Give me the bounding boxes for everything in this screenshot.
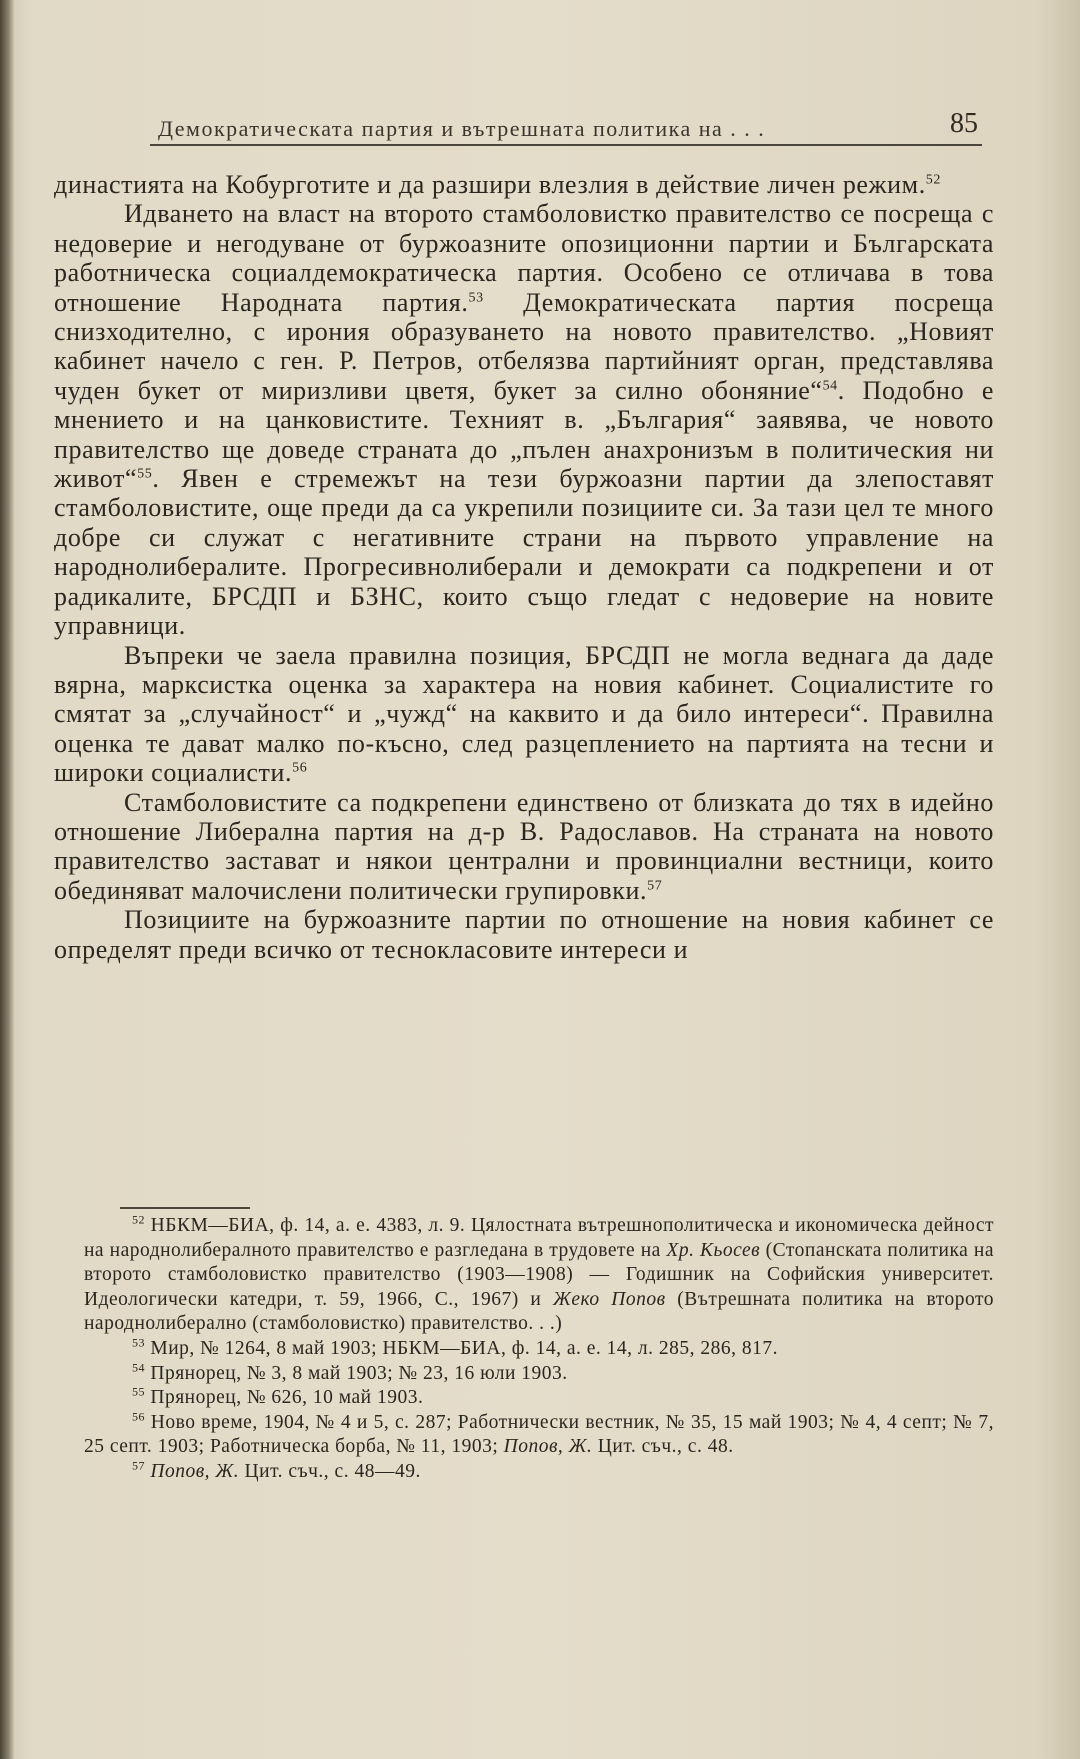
main-text bbox=[54, 170, 994, 964]
paragraph: Идването на власт на второто стамболовистко правителство се посреща с недоверие и негодуване от буржоазните опозиционни партии и Българската работническа социалдемократическа партия. Особено се отличава в това отношение Народната партия.$^{53}$ Демократическата партия посреща снизходително, с ирония образуването на новото правителство. „Новият кабинет начело с ген. Р. Петров, отбелязва партийният орган, представлява чуден букет от миризливи цветя, букет за силно обоняние“$^{54}$. Подобно е мнението и на цанковистите. Техният в. „България“ заявява, че новото правителство ще доведе страната до „пълен анахронизъм в политическия ни живот“$^{55}$. Явен е стремежът на тези буржоазни партии да злепоставят стамболовистите, още преди да са укрепили позициите си. За тази цел те много добре си служат с негативните страни на първото управление на народнолибералите. Прогресивнолиберали и демократи са подкрепени и от радикалите, БРСДП и БЗНС, които също гледат с недоверие на новите управници. bbox=[54, 199, 995, 641]
paragraph: Стамболовистите са подкрепени единствено от близката до тях в идейно отношение Либерална партия на д-р В. Радославов. На страната на новото правителство застават и някои централни и провинциални вестници, които обединяват малочислени политически групировки.$^{57}$ bbox=[54, 787, 994, 905]
footnote: $^{55}$ Прянорец, № 626, 10 май 1903. bbox=[132, 1384, 424, 1409]
running-title: Демократическата партия и вътрешната политика на . . . bbox=[158, 116, 766, 141]
footnote: $^{57}$ Попов, Ж. Цит. съч., с. 48—49. bbox=[132, 1458, 421, 1482]
footnote: $^{56}$ Ново време, 1904, № 4 и 5, с. 287; Работнически вестник, № 35, 15 май 1903; № 4, 4 септ; № 7, 25 септ. 1903; Работническа борба, № 11, 1903; Попов, Ж. Цит. съч., с. 48. bbox=[84, 1409, 995, 1458]
running-header bbox=[150, 108, 990, 148]
footnote: $^{52}$ НБКМ—БИА, ф. 14, а. е. 4383, л. 9. Цялостната вътрешнополитическа и икономическа дейност на народнолибералното правителство е разгледана в трудовете на Хр. Кьосев (Стопанската политика на второто стамболовистко правителство (1903—1908) — Годишник на Софийския университет. Идеологически катедри, т. 59, 1966, С., 1967) и Жеко Попов (Вътрешната политика на второто народнолиберално (стамболовистко) правителство. . .) bbox=[84, 1212, 994, 1335]
footnote: $^{54}$ Прянорец, № 3, 8 май 1903; № 23, 16 юли 1903. bbox=[132, 1360, 568, 1384]
paragraph-continued: династията на Кобурготите и да разшири влезлия в действие личен режим.$^{52}$ bbox=[54, 170, 941, 199]
footnotes bbox=[84, 1214, 994, 1485]
footnote-ref: 57 bbox=[647, 878, 663, 894]
paragraph: Позициите на буржоазните партии по отношение на новия кабинет се определят преди всичко от теснокласовите интереси и bbox=[54, 905, 994, 964]
book-spine-edge bbox=[0, 0, 14, 1759]
footnote: $^{53}$ Мир, № 1264, 8 май 1903; НБКМ—БИА, ф. 14, а. е. 14, л. 285, 286, 817. bbox=[132, 1335, 779, 1359]
footnote-ref: 55 bbox=[137, 466, 153, 482]
footnote-ref: 53 bbox=[468, 289, 484, 305]
page-number: 85 bbox=[950, 108, 978, 139]
footnote-ref: 56 bbox=[292, 760, 308, 776]
header-rule bbox=[150, 144, 982, 146]
footnote-rule bbox=[120, 1207, 250, 1209]
footnote-ref: 52 bbox=[925, 172, 941, 188]
paragraph: Въпреки че заела правилна позиция, БРСДП не могла веднага да даде вярна, марксистка оценка за характера на новия кабинет. Социалистите го смятат за „случайност“ и „чужд“ на каквито и да било интереси“. Правилна оценка те дават малко по-късно, след разцеплението на партията на тесни и широки социалисти.$^{56}$ bbox=[54, 640, 994, 788]
footnote-ref: 54 bbox=[822, 378, 838, 394]
